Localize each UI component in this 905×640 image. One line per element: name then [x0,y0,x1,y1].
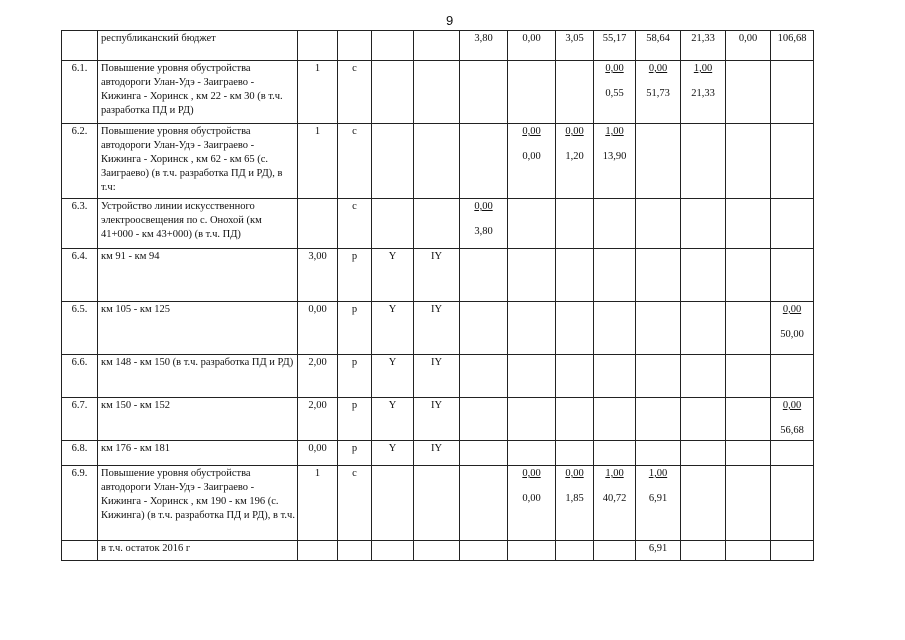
value-cell: 0,00 [726,31,771,61]
category-cell: IY [414,302,460,355]
row-number-cell [62,31,98,61]
table-row [62,31,814,61]
value-cell [771,355,814,398]
value-cell [508,249,556,302]
category-cell [414,199,460,249]
value-cell [726,398,771,441]
category-cell: IY [414,355,460,398]
value-cell [594,355,636,398]
value-bottom: 0,00 [522,493,541,504]
value-cell [636,249,681,302]
value-cell [460,302,508,355]
value-cell [726,302,771,355]
value-cell [594,398,636,441]
value-cell [460,199,508,249]
value-cell [556,199,594,249]
value-cell [771,61,814,124]
value-cell: 21,33 [681,31,726,61]
object-name-cell: в т.ч. остаток 2016 г [98,541,298,561]
value-cell [556,355,594,398]
category-cell [414,61,460,124]
value-cell [726,355,771,398]
row-number-cell: 6.5. [62,302,98,355]
value-top: 0,00 [605,63,624,74]
category-cell [372,466,414,541]
object-name-cell: Повышение уровня обустройства автодороги Улан-Удэ - Заиграево - Кижинга - Хоринск , км 22 - км 30 (в т.ч. разработка ПД и РД) [98,61,298,124]
value-cell [681,61,726,124]
value-cell [556,441,594,466]
unit-cell: с [338,61,372,124]
value-cell [508,398,556,441]
value-cell [508,541,556,561]
page-number: 9 [446,13,454,28]
value-cell [460,355,508,398]
value-cell [771,249,814,302]
value-cell [460,441,508,466]
value-cell: 55,17 [594,31,636,61]
object-name-cell: км 91 - км 94 [98,249,298,302]
value-bottom: 13,90 [602,151,627,162]
value-cell [460,124,508,199]
value-cell [460,398,508,441]
category-cell: Y [372,441,414,466]
value-cell [508,441,556,466]
row-number-cell: 6.8. [62,441,98,466]
value-cell [460,466,508,541]
category-cell: IY [414,441,460,466]
value-cell [508,466,556,541]
value-cell: 3,80 [460,31,508,61]
value-top: 0,00 [522,126,541,137]
value-cell [681,541,726,561]
value-cell [771,302,814,355]
length-cell: 0,00 [298,302,338,355]
value-cell: 6,91 [636,541,681,561]
row-number-cell: 6.6. [62,355,98,398]
row-number-cell [62,541,98,561]
table-row [62,466,814,541]
table-row [62,541,814,561]
value-bottom: 40,72 [602,493,627,504]
value-top: 1,00 [693,63,713,74]
value-cell [594,466,636,541]
row-number-cell: 6.4. [62,249,98,302]
category-cell [414,31,460,61]
value-cell [726,61,771,124]
table-row [62,199,814,249]
table-row [62,441,814,466]
category-cell: Y [372,249,414,302]
value-cell [556,124,594,199]
value-cell [508,124,556,199]
value-cell [508,199,556,249]
value-top: 0,00 [565,126,584,137]
category-cell [372,61,414,124]
unit-cell: р [338,302,372,355]
value-top: 0,00 [648,63,668,74]
table-row [62,124,814,199]
value-bottom: 21,33 [691,88,715,99]
value-bottom: 6,91 [648,493,668,504]
value-cell [636,61,681,124]
value-cell [594,441,636,466]
value-cell [771,541,814,561]
value-cell [460,61,508,124]
table-row [62,355,814,398]
value-cell [556,249,594,302]
value-bottom: 56,68 [780,425,804,436]
value-top: 0,00 [474,201,493,212]
value-bottom: 0,00 [522,151,541,162]
object-name-cell: км 148 - км 150 (в т.ч. разработка ПД и РД) [98,355,298,398]
object-name-cell: Повышение уровня обустройства автодороги Улан-Удэ - Заиграево - Кижинга - Хоринск , км 190 - км 196 (с. Кижинга) (в т.ч. разработка ПД и РД), в т.ч. [98,466,298,541]
unit-cell: р [338,249,372,302]
unit-cell: с [338,199,372,249]
category-cell [414,466,460,541]
unit-cell: с [338,466,372,541]
length-cell: 3,00 [298,249,338,302]
value-cell: 0,00 [508,31,556,61]
value-cell [681,124,726,199]
length-cell: 0,00 [298,441,338,466]
row-number-cell: 6.3. [62,199,98,249]
value-cell [681,441,726,466]
value-bottom: 50,00 [780,329,804,340]
value-cell [636,355,681,398]
unit-cell [338,541,372,561]
value-top: 0,00 [782,304,802,315]
category-cell: IY [414,249,460,302]
row-number-cell: 6.1. [62,61,98,124]
length-cell [298,541,338,561]
table-row [62,249,814,302]
unit-cell: с [338,124,372,199]
value-cell: 58,64 [636,31,681,61]
value-cell [681,466,726,541]
unit-cell: р [338,441,372,466]
length-cell [298,31,338,61]
length-cell: 2,00 [298,355,338,398]
value-cell [726,249,771,302]
value-cell [594,61,636,124]
value-cell [594,541,636,561]
value-cell [508,355,556,398]
row-number-cell: 6.2. [62,124,98,199]
value-cell [556,541,594,561]
value-cell [508,302,556,355]
value-cell [594,249,636,302]
value-cell [726,199,771,249]
table-row [62,61,814,124]
value-cell [636,398,681,441]
value-cell [726,541,771,561]
value-cell [771,398,814,441]
value-cell [556,61,594,124]
unit-cell: р [338,355,372,398]
category-cell [372,199,414,249]
category-cell [414,541,460,561]
value-cell [681,249,726,302]
object-name-cell: км 176 - км 181 [98,441,298,466]
object-name-cell: Устройство линии искусственного электроосвещения по с. Онохой (км 41+000 - км 43+000) (в т.ч. ПД) [98,199,298,249]
value-cell [771,199,814,249]
object-name-cell: км 150 - км 152 [98,398,298,441]
row-number-cell: 6.7. [62,398,98,441]
length-cell [298,199,338,249]
value-top: 0,00 [565,468,584,479]
category-cell [372,541,414,561]
category-cell [414,124,460,199]
value-top: 1,00 [648,468,668,479]
category-cell: Y [372,355,414,398]
value-bottom: 0,55 [605,88,624,99]
value-cell [556,302,594,355]
value-cell [636,302,681,355]
value-cell [726,124,771,199]
value-cell [556,466,594,541]
category-cell [372,31,414,61]
object-name-cell: республиканский бюджет [98,31,298,61]
value-top: 0,00 [522,468,541,479]
table-row [62,302,814,355]
value-cell [771,466,814,541]
category-cell [372,124,414,199]
unit-cell: р [338,398,372,441]
value-cell [636,124,681,199]
length-cell: 2,00 [298,398,338,441]
value-cell: 106,68 [771,31,814,61]
value-cell [771,441,814,466]
category-cell: IY [414,398,460,441]
value-cell [636,466,681,541]
value-cell [681,355,726,398]
value-cell [508,61,556,124]
table-body [62,31,814,561]
row-number-cell: 6.9. [62,466,98,541]
value-cell [594,199,636,249]
object-name-cell: км 105 - км 125 [98,302,298,355]
road-program-table [61,30,814,561]
value-bottom: 1,20 [565,151,584,162]
value-bottom: 51,73 [646,88,670,99]
value-cell: 3,05 [556,31,594,61]
value-cell [594,124,636,199]
object-name-cell: Повышение уровня обустройства автодороги Улан-Удэ - Заиграево - Кижинга - Хоринск , км 62 - км 65 (с. Заиграево) (в т.ч. разработка ПД и РД), в т.ч: [98,124,298,199]
value-bottom: 1,85 [565,493,584,504]
value-cell [681,302,726,355]
value-top: 0,00 [782,400,802,411]
value-cell [726,441,771,466]
value-top: 1,00 [605,468,624,479]
value-cell [681,398,726,441]
value-cell [726,466,771,541]
value-cell [556,398,594,441]
length-cell: 1 [298,61,338,124]
value-cell [460,541,508,561]
table-row [62,398,814,441]
category-cell: Y [372,302,414,355]
unit-cell [338,31,372,61]
value-cell [460,249,508,302]
length-cell: 1 [298,466,338,541]
value-cell [636,199,681,249]
category-cell: Y [372,398,414,441]
value-bottom: 3,80 [474,226,493,237]
value-cell [771,124,814,199]
value-cell [594,302,636,355]
value-top: 1,00 [605,126,624,137]
value-cell [636,441,681,466]
value-cell [681,199,726,249]
length-cell: 1 [298,124,338,199]
